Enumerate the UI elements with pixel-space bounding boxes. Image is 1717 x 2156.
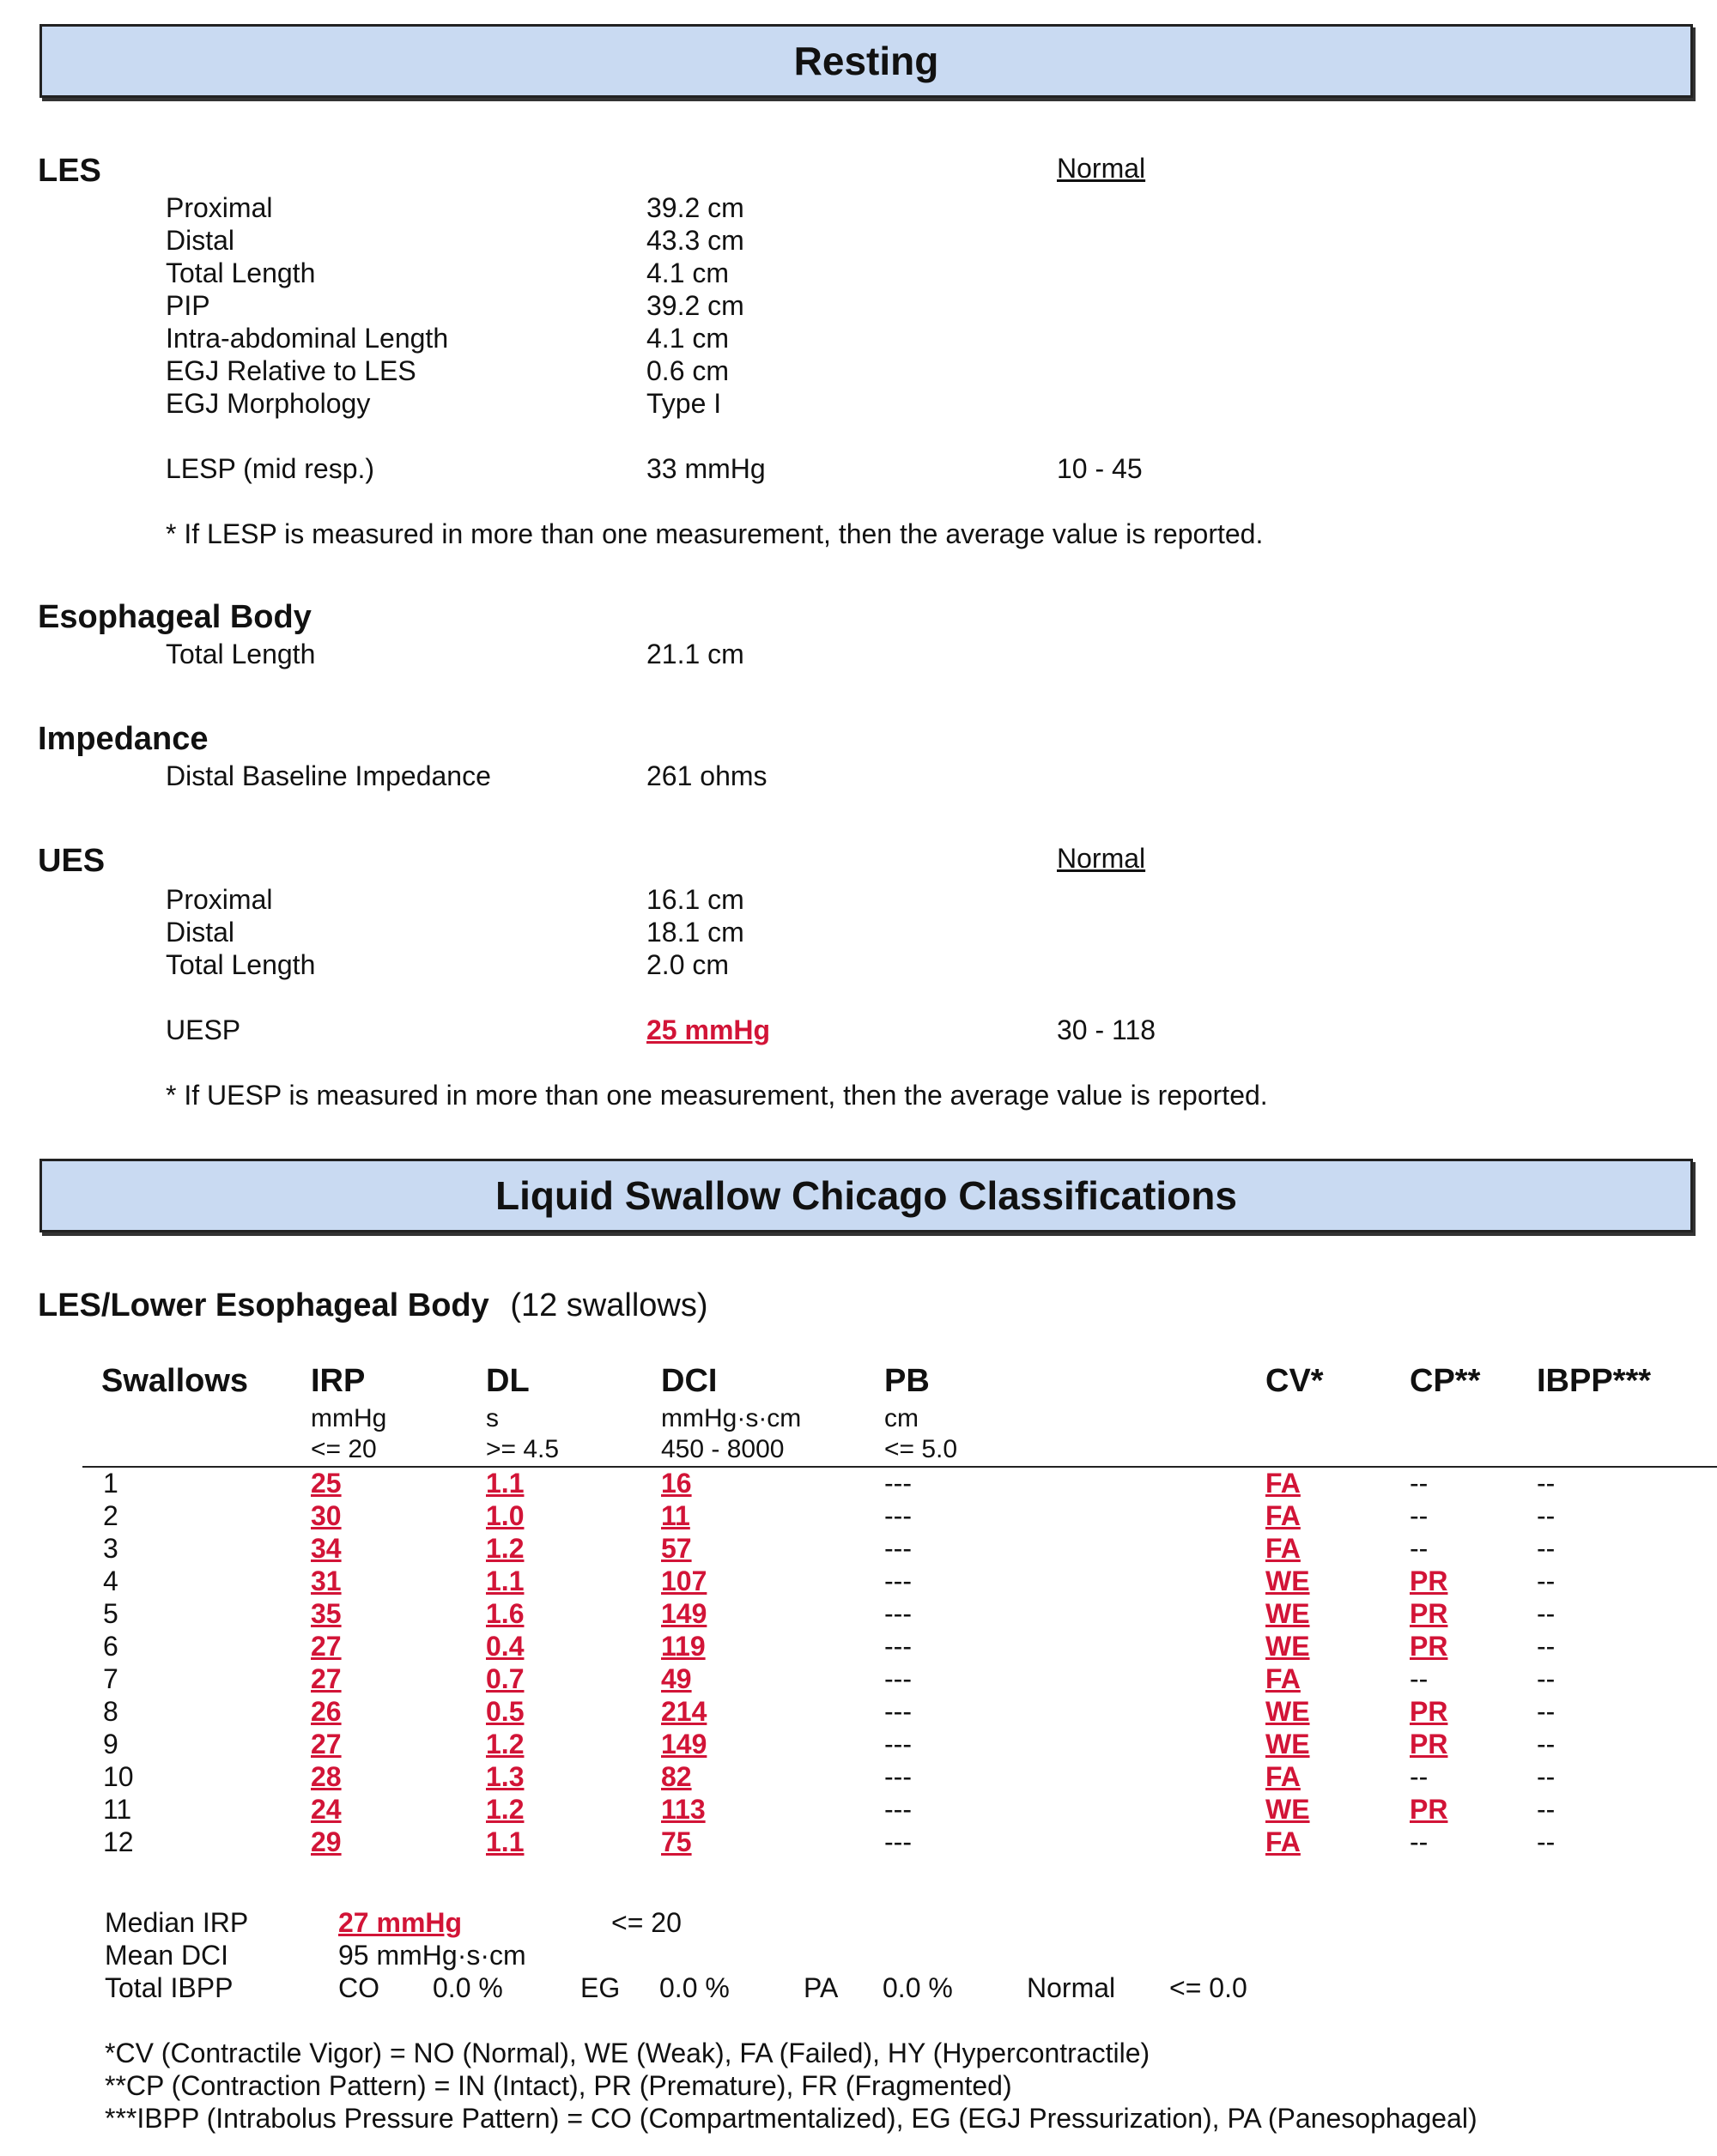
col-header-cv: CV* (1265, 1363, 1324, 1399)
cell-pb: --- (884, 1500, 912, 1531)
col-unit-dci: mmHg·s·cm (661, 1404, 802, 1432)
table-row (0, 1696, 1717, 1729)
les-row-value: 39.2 cm (646, 192, 744, 223)
esophageal-body-heading: Esophageal Body (38, 599, 312, 635)
cell-swallow-number: 11 (103, 1794, 132, 1825)
cell-dl: 0.5 (486, 1696, 525, 1727)
body-length-value: 21.1 cm (646, 639, 744, 669)
cell-swallow-number: 12 (103, 1826, 134, 1857)
ibpp-co-label: CO (338, 1972, 379, 2003)
les-row-label: Total Length (166, 257, 316, 288)
cell-dci: 113 (661, 1794, 706, 1825)
uesp-label: UESP (166, 1014, 241, 1045)
cell-ibpp: -- (1537, 1761, 1556, 1792)
uesp-normal: 30 - 118 (1057, 1014, 1156, 1045)
table-row (0, 1631, 1717, 1663)
les-row-value: 0.6 cm (646, 355, 730, 386)
uesp-note: * If UESP is measured in more than one measurement, then the average value is reported. (166, 1080, 1268, 1111)
cell-swallow-number: 5 (103, 1598, 118, 1629)
col-header-dci: DCI (661, 1363, 718, 1399)
lesp-normal: 10 - 45 (1057, 453, 1143, 484)
cell-ibpp: -- (1537, 1566, 1556, 1596)
col-header-irp: IRP (311, 1363, 366, 1399)
les-row-value: 43.3 cm (646, 225, 744, 256)
cell-cv: WE (1265, 1696, 1310, 1727)
cell-swallow-number: 10 (103, 1761, 134, 1792)
cell-cv: FA (1265, 1826, 1301, 1857)
cell-irp: 27 (311, 1631, 342, 1662)
ues-row-label: Proximal (166, 884, 273, 915)
cell-dl: 0.4 (486, 1631, 525, 1662)
ibpp-eg-label: EG (580, 1972, 621, 2003)
cell-dci: 16 (661, 1468, 692, 1499)
cell-dci: 107 (661, 1566, 707, 1596)
cell-dci: 149 (661, 1598, 707, 1629)
table-row (0, 1468, 1717, 1500)
cell-pb: --- (884, 1663, 912, 1694)
cell-swallow-number: 3 (103, 1533, 118, 1564)
cell-dci: 57 (661, 1533, 692, 1564)
cell-pb: --- (884, 1729, 912, 1759)
col-header-dl: DL (486, 1363, 530, 1399)
cell-ibpp: -- (1537, 1533, 1556, 1564)
les-row-value: 4.1 cm (646, 257, 730, 288)
col-range-dci: 450 - 8000 (661, 1435, 785, 1463)
body-length-label: Total Length (166, 639, 316, 669)
col-unit-irp: mmHg (311, 1404, 387, 1432)
resting-banner (39, 24, 1693, 98)
table-row (0, 1826, 1717, 1859)
cell-ibpp: -- (1537, 1468, 1556, 1499)
cell-dci: 149 (661, 1729, 707, 1759)
cell-cv: WE (1265, 1794, 1310, 1825)
cell-cv: WE (1265, 1729, 1310, 1759)
cell-dl: 1.2 (486, 1729, 525, 1759)
cell-irp: 27 (311, 1729, 342, 1759)
cell-ibpp: -- (1537, 1826, 1556, 1857)
impedance-heading: Impedance (38, 721, 209, 757)
les-row-value: Type I (646, 388, 722, 419)
cell-cp: -- (1410, 1663, 1429, 1694)
cell-cp: -- (1410, 1533, 1429, 1564)
mean-dci-label: Mean DCI (105, 1940, 229, 1971)
footnote-cv: *CV (Contractile Vigor) = NO (Normal), WE (Weak), FA (Failed), HY (Hypercontractile) (105, 2038, 1150, 2068)
cell-dl: 1.0 (486, 1500, 525, 1531)
cell-irp: 34 (311, 1533, 342, 1564)
cell-cp: -- (1410, 1826, 1429, 1857)
total-ibpp-label: Total IBPP (105, 1972, 234, 2003)
ibpp-normal-label: Normal (1027, 1972, 1116, 2003)
les-row-label: EGJ Morphology (166, 388, 371, 419)
cell-pb: --- (884, 1566, 912, 1596)
cell-dl: 1.1 (486, 1826, 525, 1857)
footnote-ibpp: ***IBPP (Intrabolus Pressure Pattern) = CO (Compartmentalized), EG (EGJ Pressurization), PA (Panesophageal) (105, 2103, 1477, 2134)
cell-irp: 26 (311, 1696, 342, 1727)
les-row-value: 39.2 cm (646, 290, 744, 321)
cell-ibpp: -- (1537, 1696, 1556, 1727)
lesp-value: 33 mmHg (646, 453, 766, 484)
ues-row-label: Distal (166, 917, 235, 948)
uesp-value: 25 mmHg (646, 1014, 771, 1045)
table-row (0, 1500, 1717, 1533)
cell-irp: 24 (311, 1794, 342, 1825)
footnote-cp: **CP (Contraction Pattern) = IN (Intact), PR (Premature), FR (Fragmented) (105, 2070, 1012, 2101)
cell-dl: 1.6 (486, 1598, 525, 1629)
table-row (0, 1794, 1717, 1826)
ues-row-value: 18.1 cm (646, 917, 744, 948)
subheading-count: (12 swallows) (510, 1287, 708, 1323)
table-row (0, 1761, 1717, 1794)
cell-pb: --- (884, 1631, 912, 1662)
col-unit-pb: cm (884, 1404, 919, 1432)
cell-cp: PR (1410, 1631, 1448, 1662)
table-row (0, 1533, 1717, 1566)
cell-irp: 31 (311, 1566, 342, 1596)
cell-ibpp: -- (1537, 1598, 1556, 1629)
resting-title: Resting (793, 39, 939, 83)
cell-cp: PR (1410, 1598, 1448, 1629)
mean-dci-value: 95 mmHg·s·cm (338, 1940, 526, 1971)
cell-pb: --- (884, 1468, 912, 1499)
liquid-swallow-title: Liquid Swallow Chicago Classifications (495, 1173, 1237, 1218)
cell-cv: FA (1265, 1663, 1301, 1694)
median-irp-label: Median IRP (105, 1907, 249, 1938)
cell-cp: PR (1410, 1696, 1448, 1727)
cell-swallow-number: 4 (103, 1566, 118, 1596)
cell-dl: 1.1 (486, 1468, 525, 1499)
col-header-ibpp: IBPP*** (1537, 1363, 1652, 1399)
cell-cp: -- (1410, 1468, 1429, 1499)
ibpp-pa-value: 0.0 % (883, 1972, 953, 2003)
lesp-label: LESP (mid resp.) (166, 453, 375, 484)
cell-swallow-number: 2 (103, 1500, 118, 1531)
table-row (0, 1729, 1717, 1761)
subheading (38, 1287, 708, 1324)
ues-row-value: 2.0 cm (646, 949, 730, 980)
cell-swallow-number: 6 (103, 1631, 118, 1662)
cell-cv: FA (1265, 1533, 1301, 1564)
ues-row-label: Total Length (166, 949, 316, 980)
cell-cp: PR (1410, 1729, 1448, 1759)
cell-dl: 1.1 (486, 1566, 525, 1596)
les-row-label: EGJ Relative to LES (166, 355, 416, 386)
cell-cp: -- (1410, 1500, 1429, 1531)
cell-pb: --- (884, 1826, 912, 1857)
cell-cv: FA (1265, 1761, 1301, 1792)
col-header-swallows: Swallows (101, 1363, 249, 1399)
ues-normal-header: Normal (1057, 843, 1146, 874)
les-row-label: Distal (166, 225, 235, 256)
cell-irp: 29 (311, 1826, 342, 1857)
cell-dci: 82 (661, 1761, 692, 1792)
cell-dci: 214 (661, 1696, 707, 1727)
ues-row-value: 16.1 cm (646, 884, 744, 915)
cell-dl: 1.3 (486, 1761, 525, 1792)
cell-cv: WE (1265, 1598, 1310, 1629)
cell-cv: FA (1265, 1500, 1301, 1531)
cell-swallow-number: 1 (103, 1468, 118, 1499)
table-row (0, 1598, 1717, 1631)
col-range-pb: <= 5.0 (884, 1435, 958, 1463)
cell-cv: FA (1265, 1468, 1301, 1499)
cell-dl: 0.7 (486, 1663, 525, 1694)
cell-ibpp: -- (1537, 1631, 1556, 1662)
cell-dl: 1.2 (486, 1794, 525, 1825)
les-row-value: 4.1 cm (646, 323, 730, 354)
cell-dci: 49 (661, 1663, 692, 1694)
col-unit-dl: s (486, 1404, 499, 1432)
cell-cp: PR (1410, 1566, 1448, 1596)
table-row (0, 1566, 1717, 1598)
cell-swallow-number: 9 (103, 1729, 118, 1759)
ues-heading: UES (38, 843, 106, 879)
cell-ibpp: -- (1537, 1794, 1556, 1825)
cell-dci: 119 (661, 1631, 706, 1662)
col-range-dl: >= 4.5 (486, 1435, 560, 1463)
cell-irp: 35 (311, 1598, 342, 1629)
cell-ibpp: -- (1537, 1500, 1556, 1531)
subheading-title: LES/Lower Esophageal Body (38, 1287, 489, 1323)
cell-pb: --- (884, 1598, 912, 1629)
cell-swallow-number: 8 (103, 1696, 118, 1727)
cell-dci: 75 (661, 1826, 692, 1857)
lesp-note: * If LESP is measured in more than one measurement, then the average value is reported. (166, 518, 1264, 549)
median-irp-normal: <= 20 (611, 1907, 682, 1938)
cell-dl: 1.2 (486, 1533, 525, 1564)
ibpp-normal-value: <= 0.0 (1169, 1972, 1247, 2003)
cell-dci: 11 (661, 1500, 690, 1531)
cell-pb: --- (884, 1696, 912, 1727)
cell-cv: WE (1265, 1566, 1310, 1596)
cell-ibpp: -- (1537, 1729, 1556, 1759)
liquid-swallow-banner (39, 1159, 1693, 1232)
ibpp-eg-value: 0.0 % (659, 1972, 730, 2003)
cell-pb: --- (884, 1761, 912, 1792)
cell-cv: WE (1265, 1631, 1310, 1662)
table-row (0, 1663, 1717, 1696)
les-row-label: Intra-abdominal Length (166, 323, 449, 354)
cell-irp: 27 (311, 1663, 342, 1694)
cell-swallow-number: 7 (103, 1663, 118, 1694)
les-row-label: Proximal (166, 192, 273, 223)
cell-pb: --- (884, 1794, 912, 1825)
cell-irp: 25 (311, 1468, 342, 1499)
cell-cp: PR (1410, 1794, 1448, 1825)
col-range-irp: <= 20 (311, 1435, 377, 1463)
median-irp-value: 27 mmHg (338, 1907, 463, 1938)
col-header-pb: PB (884, 1363, 930, 1399)
les-normal-header: Normal (1057, 153, 1146, 184)
cell-irp: 30 (311, 1500, 342, 1531)
cell-ibpp: -- (1537, 1663, 1556, 1694)
cell-irp: 28 (311, 1761, 342, 1792)
impedance-value: 261 ohms (646, 760, 767, 791)
impedance-label: Distal Baseline Impedance (166, 760, 491, 791)
ibpp-pa-label: PA (804, 1972, 839, 2003)
les-row-label: PIP (166, 290, 210, 321)
les-heading: LES (38, 153, 101, 189)
ibpp-co-value: 0.0 % (433, 1972, 503, 2003)
cell-cp: -- (1410, 1761, 1429, 1792)
col-header-cp: CP** (1410, 1363, 1481, 1399)
cell-pb: --- (884, 1533, 912, 1564)
